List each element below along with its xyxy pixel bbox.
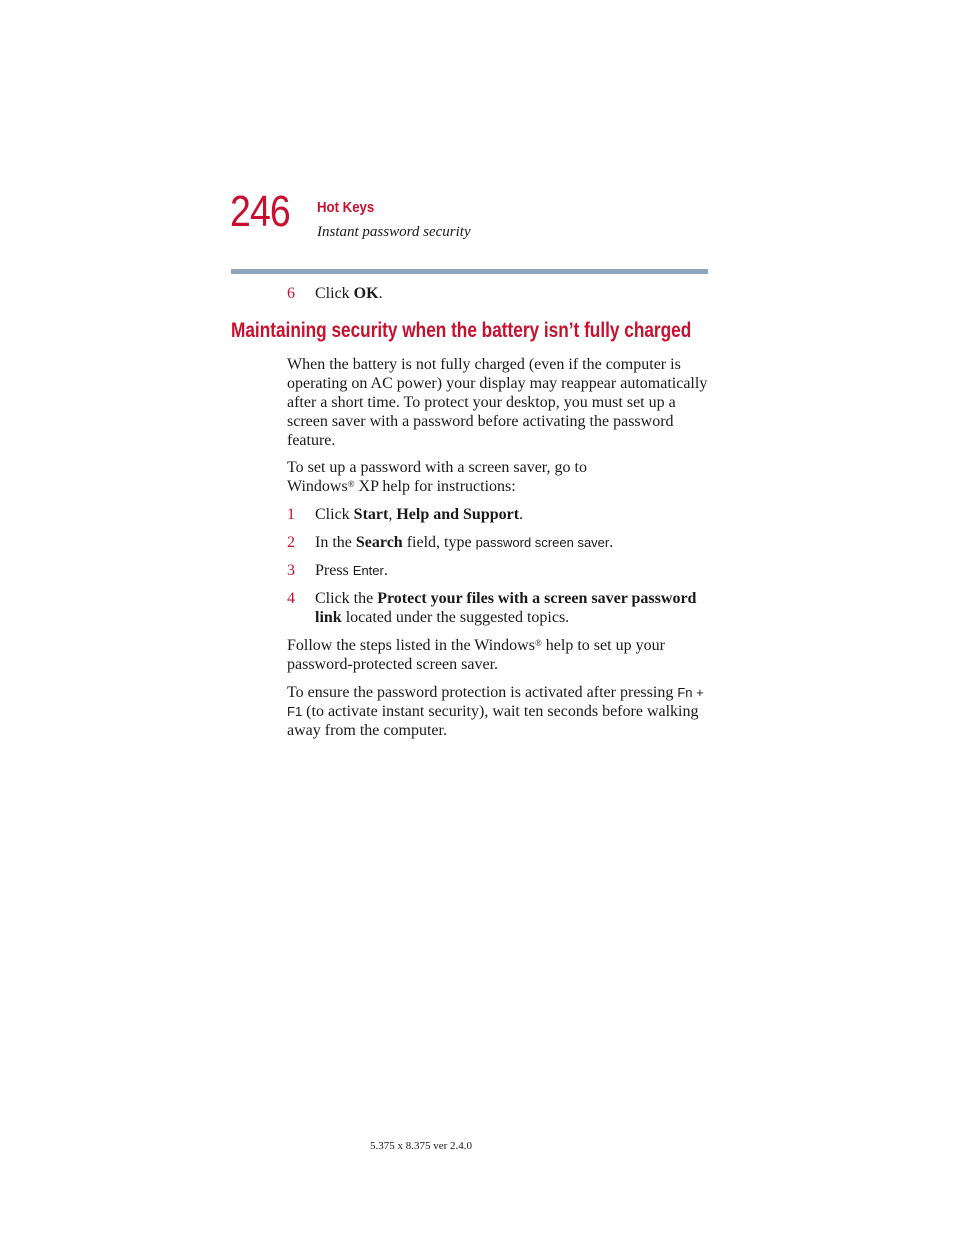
step-number: 2 (287, 534, 295, 551)
step-text: Click OK. (315, 285, 383, 302)
section-subtitle: Instant password security (317, 224, 471, 240)
step-text: Click the Protect your files with a screen saver password link located under the suggested topics. (315, 590, 697, 626)
paragraph-intro: When the battery is not fully charged (even if the computer is operating on AC power) your display may reappear automatically after a short time. To protect your desktop, you must set up a screen saver with a password before activating the password feature. (287, 356, 708, 449)
step-number: 6 (287, 285, 295, 302)
paragraph-ensure: To ensure the password protection is activated after pressing Fn + F1 (to activate instant security), wait ten seconds before walking away from the computer. (287, 684, 704, 739)
step-number: 1 (287, 506, 295, 523)
paragraph-setup: To set up a password with a screen saver, go to Windows® XP help for instructions: (287, 459, 587, 495)
footer-version: 5.375 x 8.375 ver 2.4.0 (370, 1140, 473, 1152)
page-number: 246 (230, 187, 290, 236)
step-text: In the Search field, type password screen saver. (315, 534, 614, 551)
step-number: 4 (287, 590, 295, 607)
step-text: Press Enter. (315, 562, 388, 579)
step-text: Click Start, Help and Support. (315, 506, 524, 523)
paragraph-follow: Follow the steps listed in the Windows® help to set up your password-protected screen saver. (287, 637, 665, 673)
section-heading: Maintaining security when the battery isn’t fully charged (231, 319, 692, 342)
step-number: 3 (287, 562, 295, 579)
header-rule (231, 269, 708, 274)
section-title: Hot Keys (317, 199, 375, 216)
